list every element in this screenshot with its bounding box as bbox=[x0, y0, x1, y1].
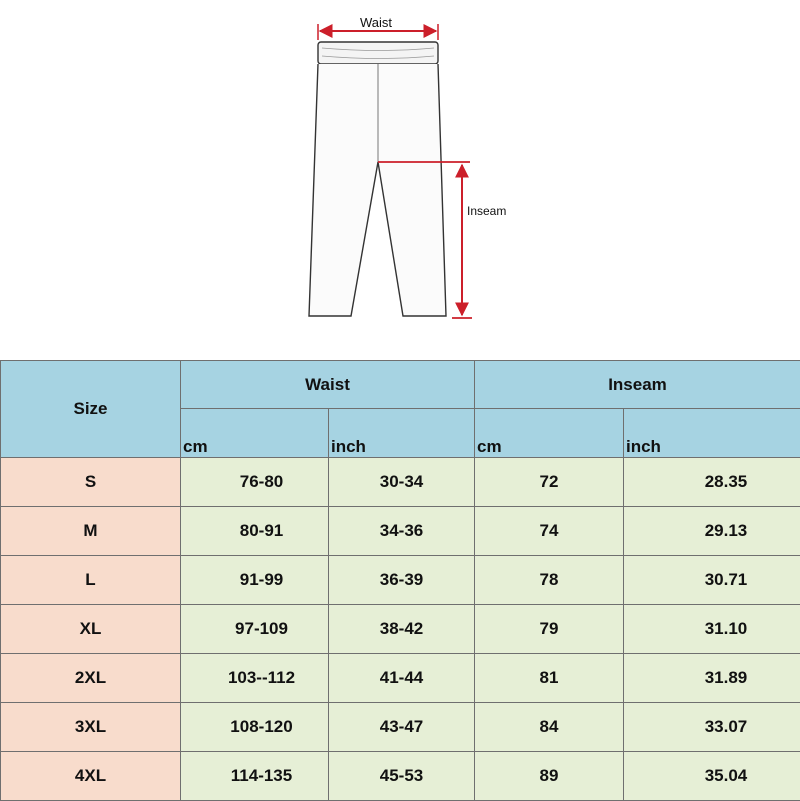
waist-cm-cell: 114-135 bbox=[181, 752, 329, 801]
inseam-label: Inseam bbox=[467, 204, 506, 218]
waist-inch-cell: 43-47 bbox=[329, 703, 475, 752]
waist-inch-header: inch bbox=[329, 409, 475, 458]
waist-cm-cell: 103--112 bbox=[181, 654, 329, 703]
size-cell: S bbox=[1, 458, 181, 507]
inseam-cm-cell: 79 bbox=[475, 605, 624, 654]
size-header: Size bbox=[1, 361, 181, 458]
waist-cm-cell: 91-99 bbox=[181, 556, 329, 605]
inseam-inch-cell: 28.35 bbox=[624, 458, 800, 507]
pants-outline-icon bbox=[309, 42, 446, 316]
inseam-header: Inseam bbox=[475, 361, 800, 409]
inseam-inch-cell: 29.13 bbox=[624, 507, 800, 556]
inseam-inch-cell: 33.07 bbox=[624, 703, 800, 752]
waist-cm-cell: 97-109 bbox=[181, 605, 329, 654]
inseam-cm-cell: 78 bbox=[475, 556, 624, 605]
waist-inch-cell: 34-36 bbox=[329, 507, 475, 556]
waist-cm-cell: 108-120 bbox=[181, 703, 329, 752]
waist-cm-header: cm bbox=[181, 409, 329, 458]
size-cell: 3XL bbox=[1, 703, 181, 752]
table-row bbox=[1, 752, 800, 801]
size-cell: 4XL bbox=[1, 752, 181, 801]
inseam-cm-cell: 74 bbox=[475, 507, 624, 556]
waist-inch-cell: 30-34 bbox=[329, 458, 475, 507]
inseam-inch-cell: 31.89 bbox=[624, 654, 800, 703]
table-row bbox=[1, 458, 800, 507]
table-row bbox=[1, 556, 800, 605]
waist-inch-cell: 45-53 bbox=[329, 752, 475, 801]
waist-cm-cell: 80-91 bbox=[181, 507, 329, 556]
inseam-inch-header: inch bbox=[624, 409, 800, 458]
table-row bbox=[1, 605, 800, 654]
inseam-cm-cell: 81 bbox=[475, 654, 624, 703]
inseam-cm-header: cm bbox=[475, 409, 624, 458]
waist-inch-cell: 41-44 bbox=[329, 654, 475, 703]
size-chart-table bbox=[0, 360, 800, 801]
table-row bbox=[1, 654, 800, 703]
inseam-inch-cell: 30.71 bbox=[624, 556, 800, 605]
size-cell: M bbox=[1, 507, 181, 556]
table-row bbox=[1, 507, 800, 556]
inseam-cm-cell: 84 bbox=[475, 703, 624, 752]
inseam-inch-cell: 31.10 bbox=[624, 605, 800, 654]
waist-header: Waist bbox=[181, 361, 475, 409]
size-cell: L bbox=[1, 556, 181, 605]
inseam-cm-cell: 72 bbox=[475, 458, 624, 507]
pants-measurement-diagram bbox=[0, 0, 800, 340]
size-cell: 2XL bbox=[1, 654, 181, 703]
waist-inch-cell: 36-39 bbox=[329, 556, 475, 605]
inseam-cm-cell: 89 bbox=[475, 752, 624, 801]
inseam-inch-cell: 35.04 bbox=[624, 752, 800, 801]
table-row bbox=[1, 703, 800, 752]
waist-inch-cell: 38-42 bbox=[329, 605, 475, 654]
waist-label: Waist bbox=[360, 15, 392, 30]
waist-cm-cell: 76-80 bbox=[181, 458, 329, 507]
size-cell: XL bbox=[1, 605, 181, 654]
